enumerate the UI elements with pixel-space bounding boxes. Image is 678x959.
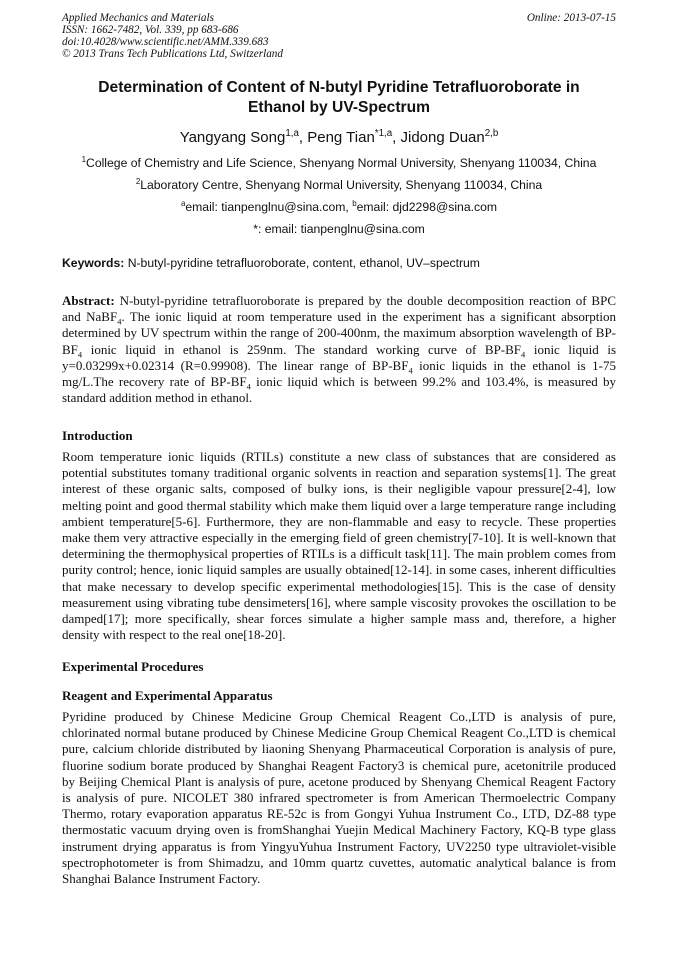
email-line [40,199,638,215]
keywords-text: N-butyl-pyridine tetrafluoroborate, content, ethanol, UV–spectrum [124,256,480,270]
affiliation-2-text: Laboratory Centre, Shenyang Normal University, Shenyang 110034, China [140,178,543,192]
paper-title [62,78,616,118]
doi-line: doi:10.4028/www.scientific.net/AMM.339.683 [62,36,269,48]
affiliation-2 [40,177,638,193]
keywords-label: Keywords: [62,256,125,270]
affiliation-2-marker: 2 [135,176,141,186]
introduction-heading: Introduction [62,428,133,443]
email-b-marker: b [352,198,357,208]
author-1: Yangyang Song [179,129,286,146]
abstract [62,293,616,406]
journal-header [62,12,283,60]
affiliation-1 [40,155,638,171]
email-b: email: djd2298@sina.com [356,200,498,214]
title-line-2: Ethanol by UV-Spectrum [248,99,430,116]
email-a: email: tianpenglnu@sina.com, [185,200,353,214]
abstract-part: ionic liquids in the ethanol is 1-75 mg/L.The recovery rate of BP-BF [62,357,616,390]
abstract-part: ionic liquid which is between 99.2% and 103.4%, is measured by standard addition method in ethanol. [62,374,616,406]
email-a-marker: a [180,198,186,208]
author-2-affiliation: *1,a [374,128,393,139]
copyright-line: © 2013 Trans Tech Publications Ltd, Switzerland [62,48,283,60]
abstract-part: ionic liquid is y=0.03299x+0.02314 (R=0.99908). The linear range of BP-BF [62,341,616,373]
subscript: 4 [521,349,526,360]
journal-name: Applied Mechanics and Materials [62,12,214,24]
keywords [62,255,616,271]
subscript: 4 [246,381,251,392]
experimental-heading: Experimental Procedures [62,659,204,674]
author-3-affiliation: 2,b [484,128,499,139]
subscript: 4 [117,316,122,327]
issn-line: ISSN: 1662-7482, Vol. 339, pp 683-686 [62,24,239,36]
title-line-1: Determination of Content of N-butyl Pyridine Tetrafluoroborate in [98,79,580,96]
abstract-label: Abstract: [62,293,115,308]
affiliation-1-text: College of Chemistry and Life Science, Shenyang Normal University, Shenyang 110034, China [86,156,597,170]
online-date: Online: 2013-07-15 [526,12,616,24]
affiliation-1-marker: 1 [81,154,87,164]
reagent-text: Pyridine produced by Chinese Medicine Group Chemical Reagent Co.,LTD is analysis of pure, chlorinated normal butane produced by Chinese Medicine Group Chemical Reagent Co.,LTD is chemical pure, calcium chloride distributed by liaoning Shenyang Pharmaceutical Corporation is analysis of pure, fluorine sodium borate produced by Shanghai Reagent Factory3 is chemical pure, acetonitrile produced by Beijing Chemical Plant is analysis of pure, acetone produced by Shenyang Chemical Reagent Factory is analysis of pure. NICOLET 380 infrared spectrometer is from American Thermoelectric Company Thermo, rotary evaporation apparatus RE-52c is from Gongyi Yuhua Instrument Co., LTD, DZ-88 type thermostatic vacuum drying oven is fromShanghai Yuejin Medical Machinery Factory, KQ-B type glass instrument drying apparatus is from YingyuYuhua Instrument Factory, UV2250 type ultraviolet-visible spectrophotometer is from Shimadzu, and 10mm quartz cuvettes, automatic analytical balance is from Shanghai Balance Instrument Factory. [62,709,616,887]
author-list [62,128,616,148]
abstract-part: . The ionic liquid at room temperature used in the experiment has a significant absorption determined by UV spectrum within the range of 200-400nm, the maximum absorption wavelength of BP-BF [62,309,616,357]
subscript: 4 [408,365,413,376]
subscript: 4 [77,349,83,360]
corresponding-email: *: email: tianpenglnu@sina.com [253,222,425,236]
introduction-text: Room temperature ionic liquids (RTILs) constitute a new class of substances that are considered as potential substitutes tomany traditional organic solvents in reaction and separation systems[1]. The great interest of these organic salts, composed of bulky ions, is their negligible vapour pressure[2-4], low melting point and good thermal stability which make them liquid over a large temperature range including ambient temperature[5-6]. Furthermore, they are non-flammable and easy to recycle. These properties make them very attractive especially in the emerging field of green chemistry[7-10]. It is well-known that determining the thermophysical properties of RTILs is a difficult task[11]. The main problem comes from purity control; hence, ionic liquid samples are usually obtained[12-14]. in some cases, inherent difficulties that make necessary to develop specific experimental methodologies[15]. This is the case of density measurement using vibrating tube densimeters[16], where sample viscosity provokes the oscillation to be damped[17]; more specifically, shear forces simulate a higher sample mass and, therefore, a higher density with respect to the real one[18-20]. [62,449,616,643]
abstract-part: N-butyl-pyridine tetrafluoroborate is prepared by the double decomposition reaction of BPC and NaBF [62,293,616,325]
author-1-affiliation: 1,a [285,128,299,139]
reagent-subheading: Reagent and Experimental Apparatus [62,688,273,703]
abstract-part: ionic liquid in ethanol is 259nm. The standard working curve of BP-BF [82,341,522,357]
author-2: , Peng Tian [298,129,375,146]
author-3: , Jidong Duan [392,129,485,146]
